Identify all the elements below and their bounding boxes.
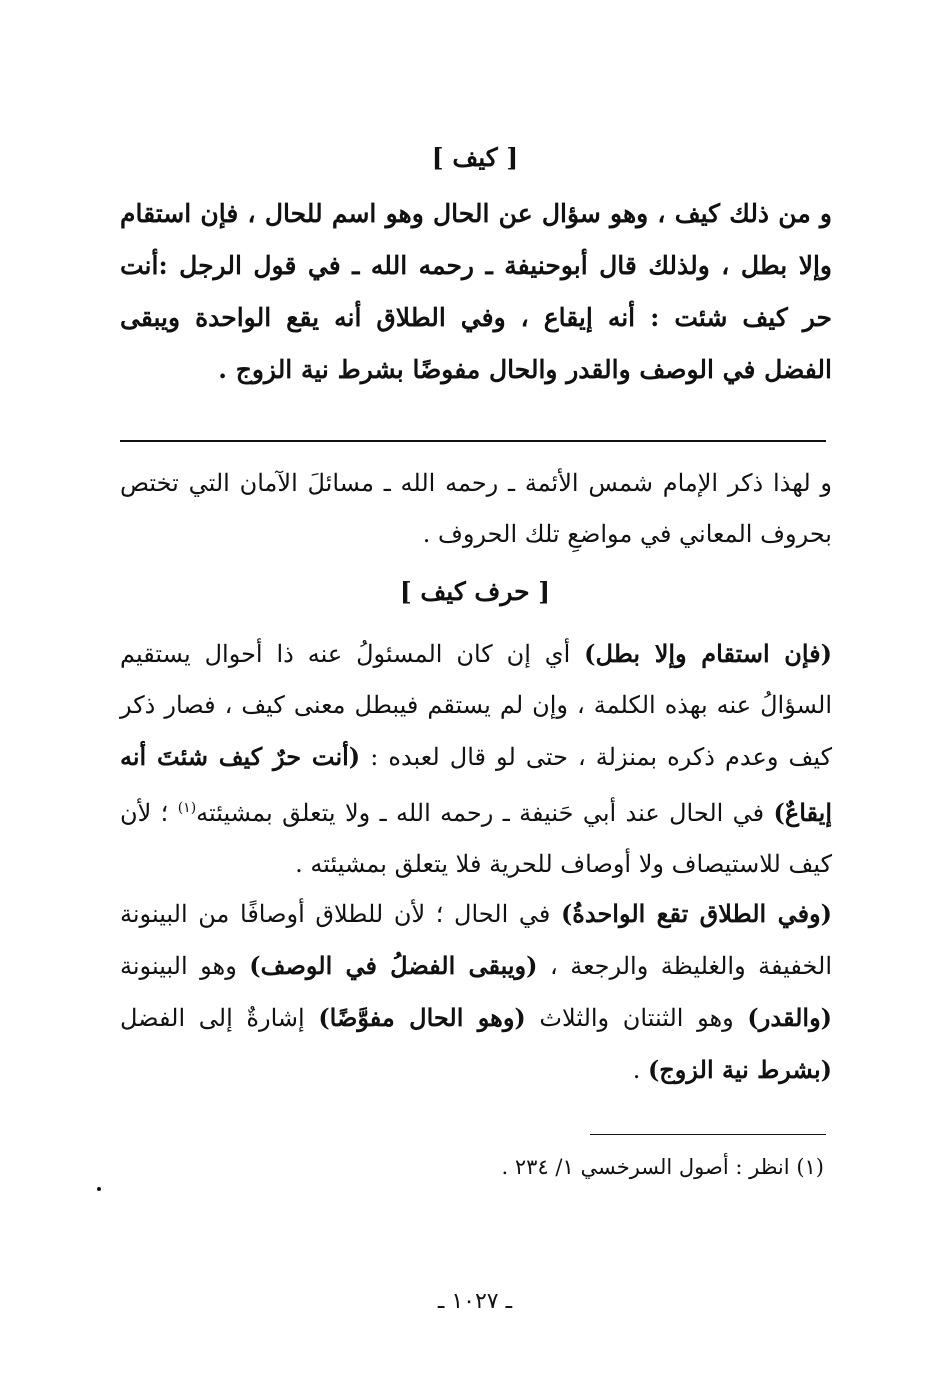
footnote-text: انظر : أصول السرخسي ١/ ٢٣٤ . <box>501 1155 790 1179</box>
stray-dot-mark <box>97 1187 101 1191</box>
quoted-matn: (أنت حرٌ كيف شئتَ أنه إيقاعٌ) <box>120 742 833 827</box>
sharh-paragraph-1 <box>120 628 832 890</box>
quoted-matn: (والقدر) <box>747 1003 833 1032</box>
sharh-intro-text: و لهذا ذكر الإمام شمس الأئمة ـ رحمه الله ـ مسائلَ الآمان التي تختص بحروف المعاني في مواضعِ تلك الحروف . <box>120 469 832 548</box>
commentary-text: وهو البينونة <box>120 952 250 980</box>
quoted-matn: (بشرط نية الزوج) <box>647 1055 832 1084</box>
matn-text: و من ذلك كيف ، وهو سؤال عن الحال وهو اسم للحال ، فإن استقام وإلا بطل ، ولذلك قال أبوحنيفة ـ رحمه الله ـ في قول الرجل :أنت حر كيف شئت : أنه إيقاع ، وفي الطلاق أنه يقع الواحدة ويبقى الفضل في الوصف والقدر والحال مفوضًا بشرط نية الزوج . <box>120 199 832 384</box>
footnote-separator-line <box>590 1134 826 1135</box>
commentary-text: ؛ لأن كيف للاستيصاف ولا أوصاف للحرية فلا يتعلق بمشيئته . <box>120 799 832 878</box>
quoted-matn: (وهو الحال مفوَّضًا) <box>318 1003 526 1032</box>
commentary-text: إشارةٌ إلى الفضل <box>120 1004 319 1032</box>
commentary-text: وهو الثنتان والثلاث <box>525 1004 748 1032</box>
quoted-matn: (وفي الطلاق تقع الواحدةُ) <box>560 899 832 928</box>
page-number: ـ ١٠٢٧ ـ <box>437 1289 513 1314</box>
commentary-text: . <box>632 1056 648 1084</box>
matn-heading: [ كيف ] <box>431 143 519 172</box>
sharh-paragraph-2 <box>120 888 832 1096</box>
sharh-heading: [ حرف كيف ] <box>399 577 551 606</box>
commentary-text: أي إن كان المسئولُ عنه ذا أحوال يستقيم السؤالُ عنه بهذه الكلمة ، وإن لم يستقم فيبطل معنى كيف ، فصار ذكر كيف وعدم ذكره بمنزلة ، حتى لو قال لعبده : <box>120 640 833 771</box>
quoted-matn: (ويبقى الفضلُ في الوصف) <box>249 951 538 980</box>
sharh-intro <box>120 458 832 560</box>
quoted-matn: (فإن استقام وإلا بطل) <box>584 639 833 668</box>
matn-separator-line <box>120 440 826 442</box>
commentary-text: في الحال ؛ لأن للطلاق أوصافًا من البينونة الخفيفة والغليظة والرجعة ، <box>120 900 833 980</box>
footnote-number: (١) <box>796 1155 824 1179</box>
commentary-text: في الحال عند أبي حَنيفة ـ رحمه الله ـ ولا يتعلق بمشيئته <box>196 799 774 827</box>
footnote-reference: (١) <box>177 800 197 816</box>
footnote-1 <box>120 1152 824 1182</box>
